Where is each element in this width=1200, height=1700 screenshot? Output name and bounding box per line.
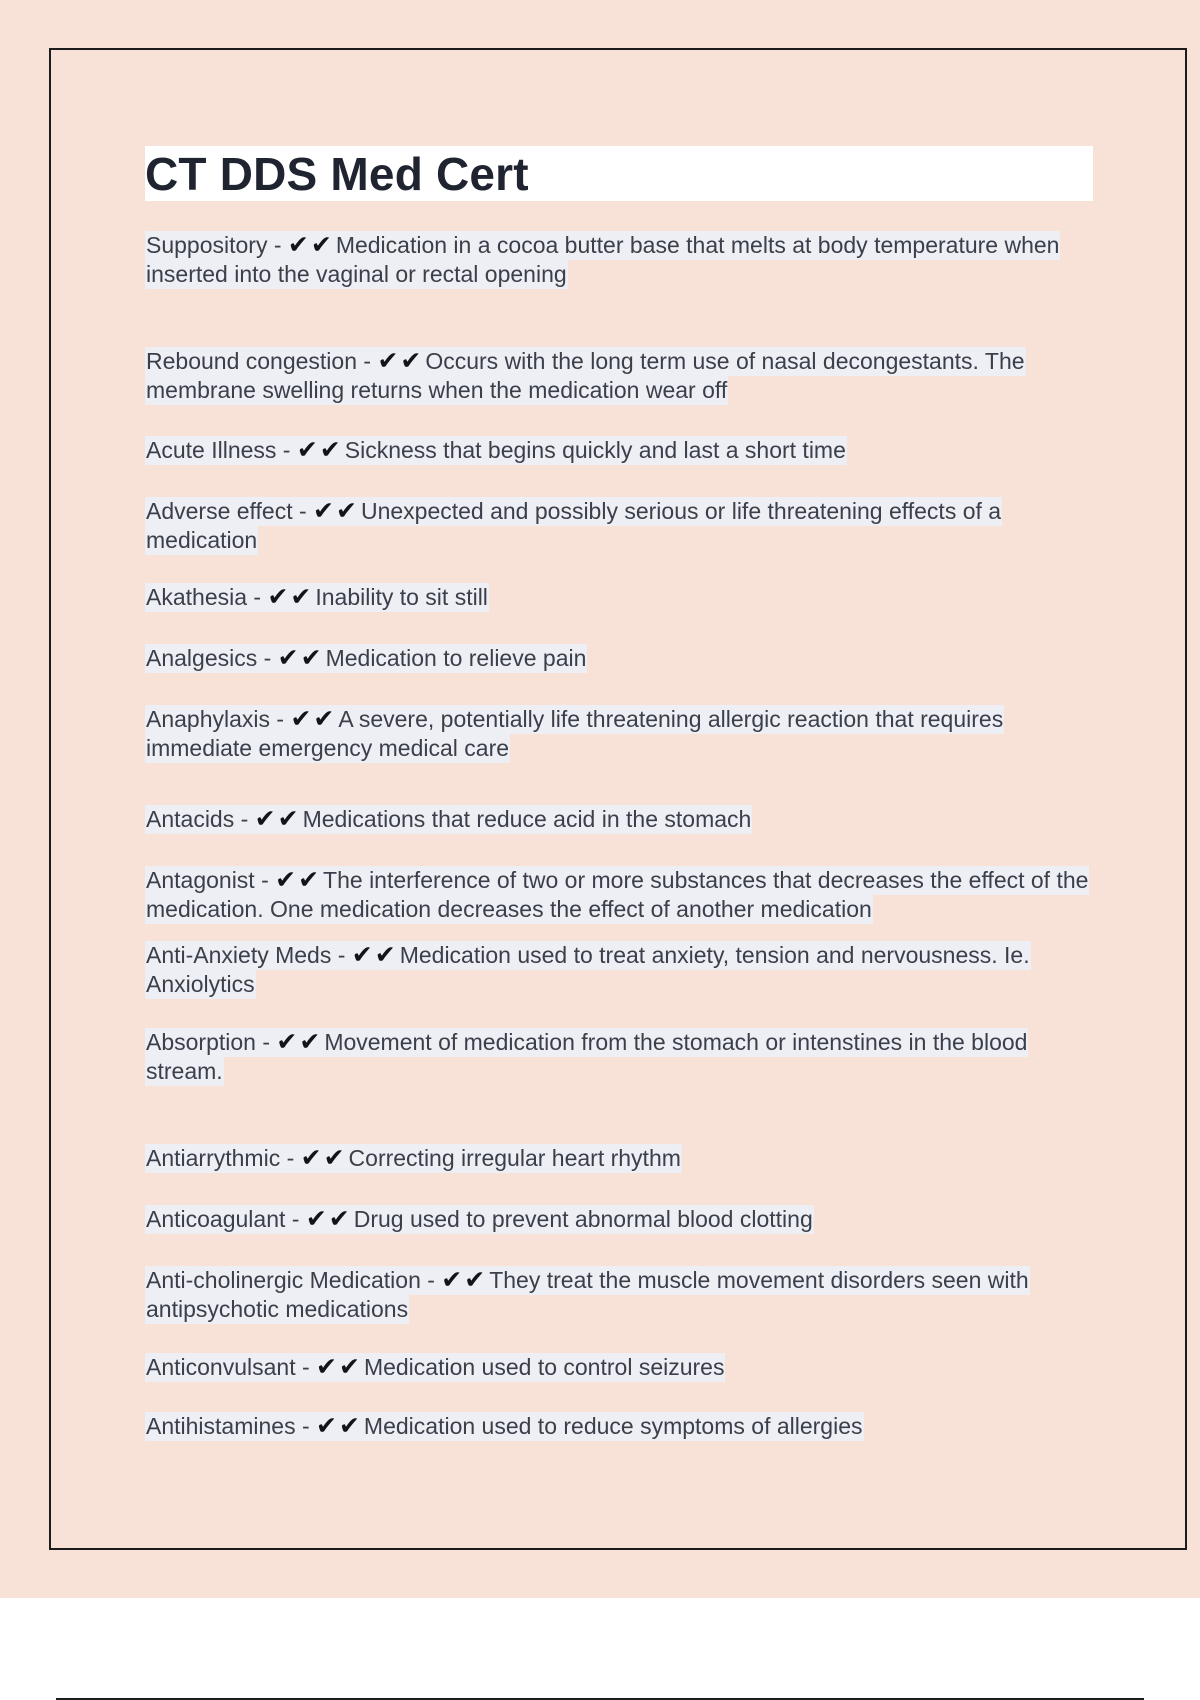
entry-highlight	[145, 497, 1002, 555]
entry-term: Anaphylaxis -	[146, 706, 291, 732]
double-check-icon: ✔✔	[287, 230, 334, 259]
entry-term: Rebound congestion -	[146, 348, 378, 374]
entry-term: Akathesia -	[146, 584, 268, 610]
entry-highlight	[145, 1205, 814, 1234]
entry-highlight	[145, 347, 1026, 405]
entry-definition: Correcting irregular heart rhythm	[348, 1145, 681, 1171]
entry-highlight	[145, 1412, 864, 1441]
entry-definition: Movement of medication from the stomach or intenstines in the blood stream.	[146, 1029, 1028, 1084]
entry-highlight	[145, 583, 489, 612]
entry-highlight	[145, 705, 1004, 763]
double-check-icon: ✔✔	[290, 704, 337, 733]
glossary-entry	[145, 436, 1095, 465]
glossary-entry	[145, 1144, 1095, 1173]
entry-highlight	[145, 805, 752, 834]
double-check-icon: ✔✔	[277, 643, 324, 672]
double-check-icon: ✔✔	[377, 346, 424, 375]
entry-definition: Medication used to treat anxiety, tension and nervousness. Ie. Anxiolytics	[146, 942, 1030, 997]
entry-highlight	[145, 436, 847, 465]
entry-term: Acute Illness -	[146, 437, 297, 463]
glossary-entry	[145, 941, 1095, 998]
entry-highlight	[145, 1028, 1028, 1086]
double-check-icon: ✔✔	[351, 940, 398, 969]
double-check-icon: ✔✔	[254, 804, 301, 833]
entry-highlight	[145, 1144, 682, 1173]
entry-term: Anticoagulant -	[146, 1206, 306, 1232]
glossary-entry	[145, 1412, 1095, 1441]
entry-term: Anti-cholinergic Medication -	[146, 1267, 442, 1293]
double-check-icon: ✔✔	[441, 1265, 488, 1294]
double-check-icon: ✔✔	[316, 1352, 362, 1381]
entry-definition: Medications that reduce acid in the stomach	[302, 806, 752, 832]
glossary-entry	[145, 231, 1095, 288]
glossary-entry	[145, 644, 1095, 673]
glossary-entry	[145, 1028, 1095, 1085]
entry-term: Analgesics -	[146, 645, 278, 671]
double-check-icon: ✔✔	[296, 435, 343, 464]
double-check-icon: ✔✔	[276, 1027, 323, 1056]
glossary-entry	[145, 1205, 1095, 1234]
entry-definition: Drug used to prevent abnormal blood clotting	[353, 1206, 813, 1232]
double-check-icon: ✔✔	[313, 496, 359, 525]
entry-term: Anti-Anxiety Meds -	[146, 942, 352, 968]
entry-definition: Medication to relieve pain	[325, 645, 587, 671]
entry-definition: Medication used to control seizures	[363, 1354, 725, 1380]
glossary-entry	[145, 705, 1095, 762]
double-check-icon: ✔✔	[275, 865, 322, 894]
entry-definition: They treat the muscle movement disorders seen with antipsychotic medications	[146, 1267, 1029, 1322]
entry-definition: Inability to sit still	[315, 584, 488, 610]
entry-definition: Sickness that begins quickly and last a short time	[344, 437, 846, 463]
double-check-icon: ✔✔	[316, 1411, 362, 1440]
glossary-entry	[145, 1353, 1095, 1382]
glossary-entry	[145, 347, 1095, 404]
double-check-icon: ✔✔	[305, 1204, 352, 1233]
glossary-entry	[145, 805, 1095, 834]
glossary-entry	[145, 1266, 1095, 1323]
entry-term: Adverse effect -	[146, 498, 314, 524]
entry-term: Anticonvulsant -	[146, 1354, 317, 1380]
entry-definition: Occurs with the long term use of nasal decongestants. The membrane swelling returns when the medication wear off	[146, 348, 1025, 403]
entry-highlight	[145, 1266, 1030, 1324]
entry-highlight	[145, 941, 1031, 999]
entry-term: Suppository -	[146, 232, 288, 258]
entry-highlight	[145, 644, 587, 673]
entry-term: Absorption -	[146, 1029, 277, 1055]
entry-term: Antacids -	[146, 806, 255, 832]
entry-term: Antiarrythmic -	[146, 1145, 301, 1171]
entry-highlight	[145, 866, 1089, 924]
entry-definition: A severe, potentially life threatening allergic reaction that requires immediate emergency medical care	[146, 706, 1004, 761]
document-title: CT DDS Med Cert	[145, 148, 529, 200]
entry-definition: Unexpected and possibly serious or life threatening effects of a medication	[146, 498, 1002, 553]
glossary-entry	[145, 866, 1095, 923]
entry-highlight	[145, 231, 1060, 289]
entry-term: Antagonist -	[146, 867, 276, 893]
glossary-entry	[145, 497, 1095, 554]
double-check-icon: ✔✔	[300, 1143, 347, 1172]
entry-definition: Medication used to reduce symptoms of allergies	[363, 1413, 863, 1439]
entry-highlight	[145, 1353, 725, 1382]
entry-term: Antihistamines -	[146, 1413, 317, 1439]
entry-definition: Medication in a cocoa butter base that melts at body temperature when inserted into the vaginal or rectal opening	[146, 232, 1060, 287]
entry-definition: The interference of two or more substances that decreases the effect of the medication. One medication decreases the effect of another medication	[146, 867, 1089, 922]
glossary-entry	[145, 583, 1095, 612]
double-check-icon: ✔✔	[267, 582, 314, 611]
